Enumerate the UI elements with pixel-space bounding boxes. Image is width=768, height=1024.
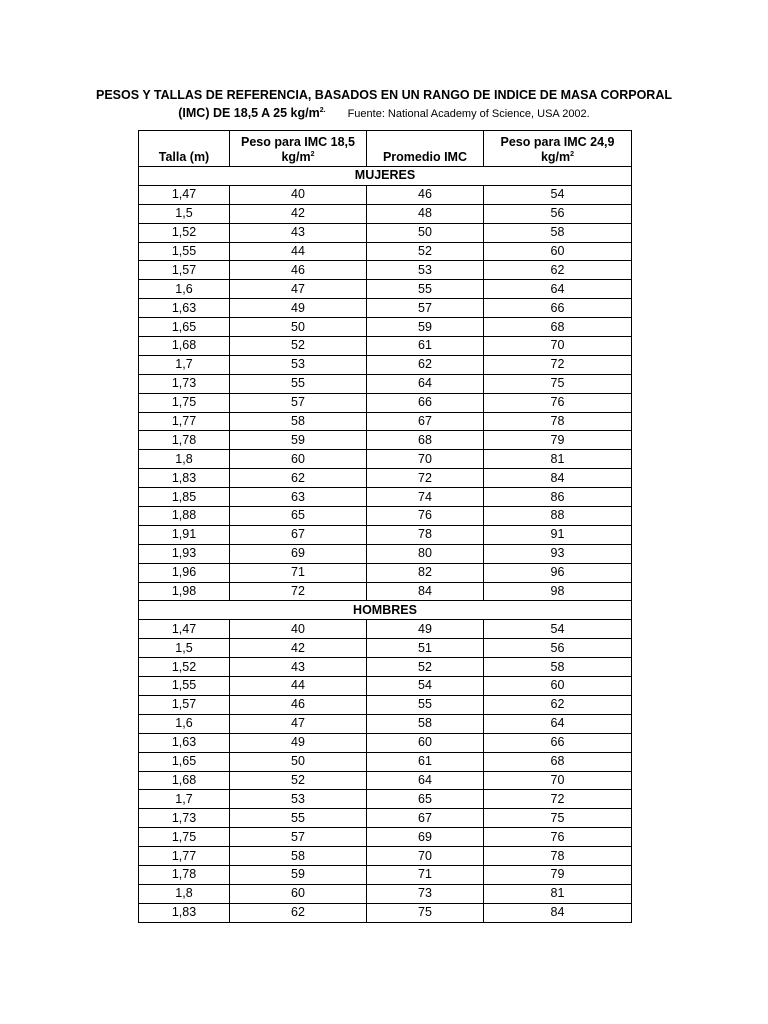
cell-promedio: 64 (367, 374, 484, 393)
cell-peso-24-9: 88 (484, 507, 632, 526)
cell-promedio: 57 (367, 299, 484, 318)
cell-talla: 1,68 (139, 771, 230, 790)
cell-peso-24-9: 72 (484, 355, 632, 374)
cell-talla: 1,47 (139, 185, 230, 204)
table-row (139, 620, 632, 639)
table-row (139, 714, 632, 733)
cell-peso-18-5: 55 (230, 374, 367, 393)
cell-peso-24-9: 76 (484, 828, 632, 847)
cell-promedio: 51 (367, 639, 484, 658)
cell-peso-18-5: 60 (230, 450, 367, 469)
cell-promedio: 60 (367, 733, 484, 752)
cell-promedio: 75 (367, 903, 484, 922)
header-talla-label: Talla (m) (158, 150, 210, 164)
table-row (139, 450, 632, 469)
cell-peso-18-5: 44 (230, 677, 367, 696)
cell-promedio: 82 (367, 563, 484, 582)
table-row (139, 865, 632, 884)
cell-talla: 1,96 (139, 563, 230, 582)
cell-talla: 1,98 (139, 582, 230, 601)
table-row (139, 658, 632, 677)
table-row (139, 242, 632, 261)
cell-peso-24-9: 91 (484, 525, 632, 544)
reference-table (138, 130, 632, 923)
table-row (139, 847, 632, 866)
cell-peso-18-5: 50 (230, 318, 367, 337)
cell-peso-24-9: 54 (484, 620, 632, 639)
header-peso-18-5-unit: kg/m (281, 150, 311, 164)
cell-promedio: 72 (367, 469, 484, 488)
cell-talla: 1,5 (139, 639, 230, 658)
cell-talla: 1,7 (139, 790, 230, 809)
cell-talla: 1,47 (139, 620, 230, 639)
table-row (139, 544, 632, 563)
cell-promedio: 69 (367, 828, 484, 847)
cell-peso-18-5: 72 (230, 582, 367, 601)
cell-peso-24-9: 60 (484, 677, 632, 696)
title-line-1: PESOS Y TALLAS DE REFERENCIA, BASADOS EN UN RANGO DE INDICE DE MASA CORPORAL (96, 88, 672, 102)
cell-promedio: 52 (367, 242, 484, 261)
cell-peso-24-9: 75 (484, 374, 632, 393)
header-row (139, 131, 632, 167)
cell-promedio: 58 (367, 714, 484, 733)
cell-talla: 1,93 (139, 544, 230, 563)
table-row (139, 582, 632, 601)
cell-promedio: 55 (367, 695, 484, 714)
cell-peso-18-5: 42 (230, 204, 367, 223)
cell-peso-18-5: 58 (230, 847, 367, 866)
header-peso-24-9-superscript: 2 (570, 151, 575, 158)
cell-peso-18-5: 46 (230, 261, 367, 280)
cell-peso-18-5: 52 (230, 771, 367, 790)
cell-peso-24-9: 75 (484, 809, 632, 828)
cell-promedio: 64 (367, 771, 484, 790)
cell-talla: 1,63 (139, 733, 230, 752)
cell-peso-24-9: 68 (484, 318, 632, 337)
cell-talla: 1,7 (139, 355, 230, 374)
cell-promedio: 61 (367, 337, 484, 356)
cell-promedio: 48 (367, 204, 484, 223)
cell-peso-18-5: 53 (230, 790, 367, 809)
table-row (139, 431, 632, 450)
cell-peso-18-5: 67 (230, 525, 367, 544)
cell-peso-24-9: 84 (484, 469, 632, 488)
cell-peso-18-5: 59 (230, 865, 367, 884)
cell-peso-18-5: 49 (230, 733, 367, 752)
cell-peso-24-9: 56 (484, 204, 632, 223)
cell-talla: 1,83 (139, 469, 230, 488)
table-row (139, 884, 632, 903)
cell-peso-18-5: 55 (230, 809, 367, 828)
cell-peso-24-9: 78 (484, 847, 632, 866)
cell-talla: 1,6 (139, 280, 230, 299)
table-row (139, 355, 632, 374)
cell-talla: 1,65 (139, 752, 230, 771)
cell-peso-18-5: 59 (230, 431, 367, 450)
section-row-mujeres (139, 167, 632, 186)
header-talla (139, 131, 230, 167)
table-row (139, 752, 632, 771)
cell-peso-24-9: 76 (484, 393, 632, 412)
cell-peso-24-9: 56 (484, 639, 632, 658)
table-row (139, 525, 632, 544)
cell-peso-18-5: 50 (230, 752, 367, 771)
section-row-hombres (139, 601, 632, 620)
cell-promedio: 70 (367, 450, 484, 469)
table-row (139, 733, 632, 752)
table-row (139, 469, 632, 488)
cell-promedio: 74 (367, 488, 484, 507)
table-row (139, 771, 632, 790)
cell-talla: 1,57 (139, 695, 230, 714)
cell-peso-24-9: 72 (484, 790, 632, 809)
cell-peso-18-5: 65 (230, 507, 367, 526)
cell-peso-24-9: 60 (484, 242, 632, 261)
header-peso-18-5-superscript: 2 (310, 151, 315, 158)
cell-peso-18-5: 53 (230, 355, 367, 374)
cell-talla: 1,63 (139, 299, 230, 318)
cell-talla: 1,77 (139, 847, 230, 866)
header-promedio (367, 131, 484, 167)
header-promedio-label: Promedio IMC (382, 150, 468, 164)
cell-peso-24-9: 96 (484, 563, 632, 582)
table-row (139, 488, 632, 507)
cell-peso-18-5: 57 (230, 393, 367, 412)
cell-promedio: 61 (367, 752, 484, 771)
cell-peso-24-9: 86 (484, 488, 632, 507)
header-peso-18-5-label: Peso para IMC 18,5 (241, 135, 355, 149)
cell-promedio: 71 (367, 865, 484, 884)
cell-peso-24-9: 58 (484, 223, 632, 242)
cell-talla: 1,88 (139, 507, 230, 526)
table-row (139, 393, 632, 412)
cell-peso-24-9: 62 (484, 695, 632, 714)
cell-promedio: 50 (367, 223, 484, 242)
cell-promedio: 76 (367, 507, 484, 526)
cell-peso-24-9: 66 (484, 299, 632, 318)
cell-promedio: 80 (367, 544, 484, 563)
title-line-2-superscript: 2. (319, 107, 326, 114)
cell-promedio: 52 (367, 658, 484, 677)
table-row (139, 639, 632, 658)
cell-talla: 1,8 (139, 450, 230, 469)
table-row (139, 337, 632, 356)
table-row (139, 318, 632, 337)
cell-peso-18-5: 42 (230, 639, 367, 658)
cell-promedio: 78 (367, 525, 484, 544)
header-peso-24-9-label: Peso para IMC 24,9 (500, 135, 615, 149)
cell-peso-18-5: 44 (230, 242, 367, 261)
table-row (139, 412, 632, 431)
cell-peso-24-9: 70 (484, 771, 632, 790)
table-row (139, 677, 632, 696)
cell-talla: 1,75 (139, 828, 230, 847)
cell-promedio: 84 (367, 582, 484, 601)
table-row (139, 185, 632, 204)
cell-peso-18-5: 40 (230, 620, 367, 639)
cell-peso-18-5: 71 (230, 563, 367, 582)
cell-peso-24-9: 62 (484, 261, 632, 280)
cell-peso-18-5: 40 (230, 185, 367, 204)
cell-talla: 1,78 (139, 865, 230, 884)
cell-peso-24-9: 93 (484, 544, 632, 563)
cell-talla: 1,68 (139, 337, 230, 356)
section-label: MUJERES (139, 167, 632, 186)
table-row (139, 280, 632, 299)
section-label: HOMBRES (139, 601, 632, 620)
cell-peso-24-9: 81 (484, 450, 632, 469)
cell-talla: 1,52 (139, 223, 230, 242)
table-row (139, 828, 632, 847)
document-title (0, 86, 768, 123)
title-line-2-text: (IMC) DE 18,5 A 25 kg/m (178, 106, 320, 120)
cell-promedio: 67 (367, 809, 484, 828)
cell-talla: 1,78 (139, 431, 230, 450)
cell-peso-18-5: 47 (230, 714, 367, 733)
table-row (139, 299, 632, 318)
cell-promedio: 73 (367, 884, 484, 903)
cell-talla: 1,8 (139, 884, 230, 903)
cell-peso-18-5: 49 (230, 299, 367, 318)
cell-peso-18-5: 62 (230, 469, 367, 488)
cell-talla: 1,77 (139, 412, 230, 431)
table-row (139, 790, 632, 809)
cell-peso-18-5: 43 (230, 223, 367, 242)
table-row (139, 261, 632, 280)
cell-promedio: 59 (367, 318, 484, 337)
cell-promedio: 68 (367, 431, 484, 450)
cell-peso-18-5: 46 (230, 695, 367, 714)
cell-peso-18-5: 58 (230, 412, 367, 431)
cell-talla: 1,57 (139, 261, 230, 280)
table-row (139, 903, 632, 922)
cell-peso-24-9: 58 (484, 658, 632, 677)
cell-promedio: 54 (367, 677, 484, 696)
cell-peso-24-9: 70 (484, 337, 632, 356)
cell-peso-24-9: 84 (484, 903, 632, 922)
cell-promedio: 55 (367, 280, 484, 299)
title-line-2 (0, 104, 768, 123)
table-row (139, 374, 632, 393)
table-row (139, 507, 632, 526)
cell-peso-24-9: 81 (484, 884, 632, 903)
cell-talla: 1,83 (139, 903, 230, 922)
cell-talla: 1,5 (139, 204, 230, 223)
header-peso-18-5 (230, 131, 367, 167)
cell-promedio: 65 (367, 790, 484, 809)
cell-talla: 1,52 (139, 658, 230, 677)
cell-talla: 1,75 (139, 393, 230, 412)
table-row (139, 695, 632, 714)
cell-peso-18-5: 47 (230, 280, 367, 299)
cell-peso-24-9: 79 (484, 431, 632, 450)
cell-promedio: 67 (367, 412, 484, 431)
cell-talla: 1,91 (139, 525, 230, 544)
cell-talla: 1,55 (139, 677, 230, 696)
cell-peso-18-5: 52 (230, 337, 367, 356)
cell-talla: 1,73 (139, 374, 230, 393)
table-row (139, 204, 632, 223)
cell-peso-18-5: 69 (230, 544, 367, 563)
cell-promedio: 66 (367, 393, 484, 412)
cell-peso-24-9: 98 (484, 582, 632, 601)
cell-peso-24-9: 79 (484, 865, 632, 884)
table-row (139, 809, 632, 828)
cell-promedio: 53 (367, 261, 484, 280)
cell-talla: 1,65 (139, 318, 230, 337)
cell-peso-18-5: 57 (230, 828, 367, 847)
table-row (139, 563, 632, 582)
cell-peso-24-9: 68 (484, 752, 632, 771)
cell-peso-24-9: 66 (484, 733, 632, 752)
cell-peso-24-9: 78 (484, 412, 632, 431)
cell-peso-18-5: 63 (230, 488, 367, 507)
cell-talla: 1,85 (139, 488, 230, 507)
cell-peso-24-9: 54 (484, 185, 632, 204)
header-peso-24-9-unit: kg/m (540, 150, 571, 164)
cell-promedio: 46 (367, 185, 484, 204)
cell-peso-18-5: 62 (230, 903, 367, 922)
header-peso-24-9 (484, 131, 632, 167)
cell-peso-18-5: 60 (230, 884, 367, 903)
cell-talla: 1,55 (139, 242, 230, 261)
cell-promedio: 62 (367, 355, 484, 374)
table-row (139, 223, 632, 242)
cell-promedio: 49 (367, 620, 484, 639)
cell-talla: 1,6 (139, 714, 230, 733)
cell-talla: 1,73 (139, 809, 230, 828)
cell-peso-18-5: 43 (230, 658, 367, 677)
source-citation: Fuente: National Academy of Science, USA 2002. (347, 108, 590, 120)
cell-peso-24-9: 64 (484, 714, 632, 733)
table-body (139, 167, 632, 923)
cell-promedio: 70 (367, 847, 484, 866)
cell-peso-24-9: 64 (484, 280, 632, 299)
